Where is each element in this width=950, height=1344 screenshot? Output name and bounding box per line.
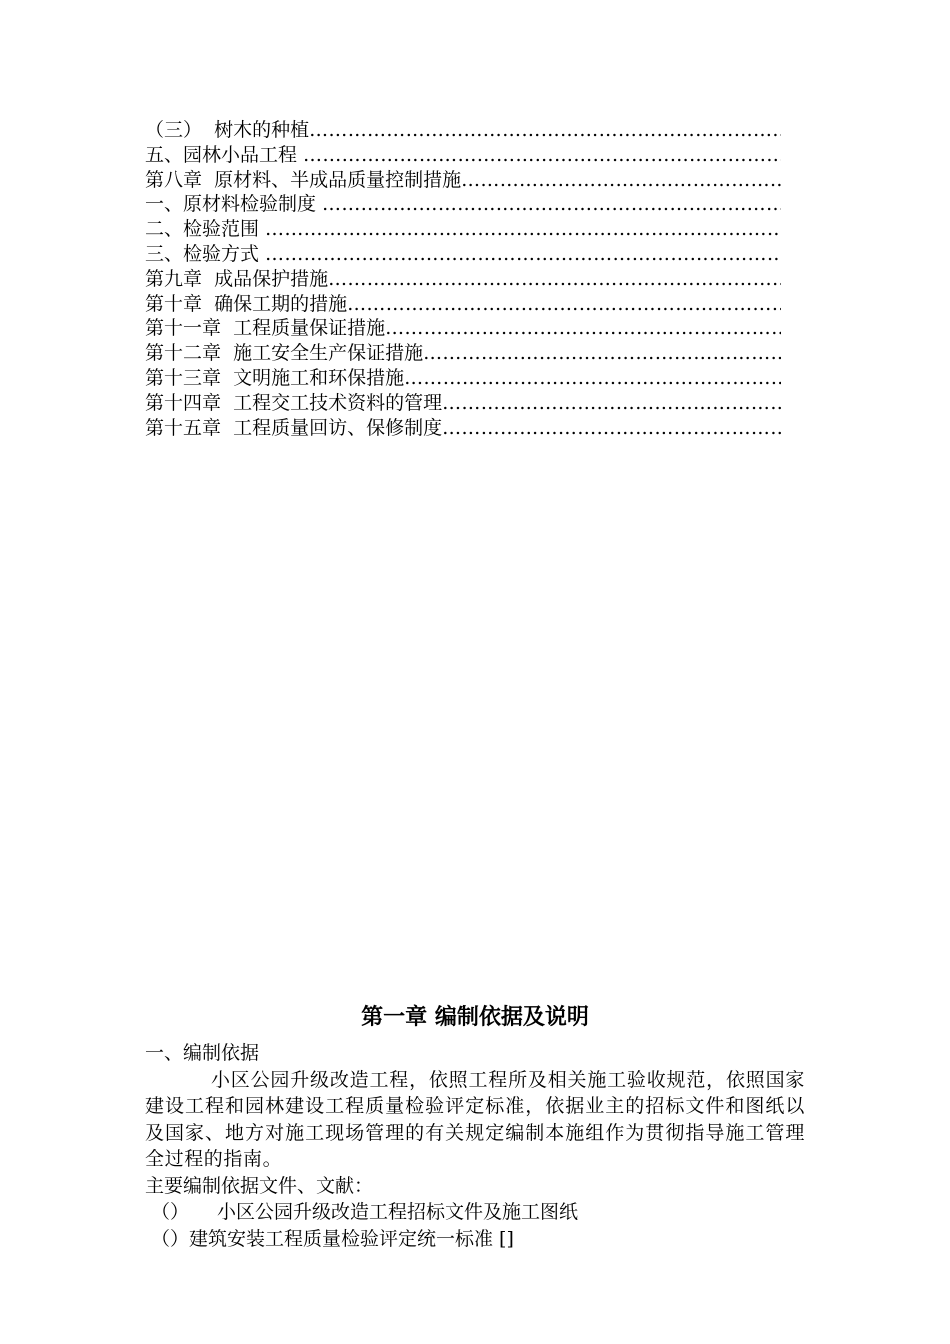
- toc-entry-label: 一、原材料检验制度: [145, 193, 323, 216]
- reference-marker: （）: [151, 1201, 190, 1223]
- toc-entry-label: 第十二章 施工安全生产保证措施: [145, 342, 424, 365]
- toc-dot-leader: [265, 217, 781, 242]
- toc-entry: [145, 217, 781, 242]
- toc-dot-leader: [303, 143, 781, 168]
- toc-dot-leader: [404, 366, 781, 391]
- toc-dot-leader: [265, 242, 781, 267]
- section-heading: 一、编制依据: [145, 1042, 260, 1064]
- chapter-title: 第一章 编制依据及说明: [361, 1004, 589, 1030]
- toc-entry: [145, 292, 781, 317]
- references-intro: 主要编制依据文件、文献：: [145, 1174, 374, 1197]
- toc-entry: [145, 143, 781, 168]
- reference-item: [145, 1199, 805, 1226]
- toc-entry-label: （三） 树木的种植: [145, 119, 310, 141]
- toc-entry-label: 第十章 确保工期的措施: [145, 292, 348, 315]
- chapter-body: [145, 1040, 805, 1252]
- toc-dot-leader: [423, 341, 781, 366]
- toc-dot-leader: [347, 292, 781, 317]
- toc-entry: [145, 366, 781, 391]
- toc-entry: [145, 391, 781, 416]
- toc-entry: [145, 192, 781, 217]
- toc-dot-leader: [442, 416, 781, 441]
- toc-entry: [145, 267, 781, 292]
- toc-entry-label: 第九章 成品保护措施: [145, 267, 329, 290]
- reference-text: 建筑安装工程质量检验评定统一标准 []: [189, 1227, 514, 1250]
- toc-dot-leader: [442, 391, 781, 416]
- toc-entry-label: 第十五章 工程质量回访、保修制度: [145, 416, 443, 439]
- toc-entry: [145, 416, 781, 441]
- toc-entry: [145, 316, 781, 341]
- body-paragraph: 小区公园升级改造工程，依照工程所及相关施工验收规范，依照国家建设工程和园林建设工程质量检验评定标准，依据业主的招标文件和图纸以及国家、地方对施工现场管理的有关规定编制本施组作为贯彻指导施工管理全过程的指南。: [145, 1068, 805, 1170]
- toc-dot-leader: [322, 192, 781, 217]
- toc-dot-leader: [461, 168, 781, 193]
- toc-entry: [145, 118, 781, 143]
- toc-entry: [145, 242, 781, 267]
- toc-entry-label: 第十四章 工程交工技术资料的管理: [145, 391, 443, 414]
- toc-entry: [145, 168, 781, 193]
- table-of-contents: [145, 118, 781, 440]
- toc-entry-label: 第十一章 工程质量保证措施: [145, 317, 386, 340]
- toc-entry-label: 第十三章 文明施工和环保措施: [145, 366, 405, 389]
- toc-dot-leader: [328, 267, 781, 292]
- toc-dot-leader: [385, 316, 781, 341]
- toc-entry: [145, 341, 781, 366]
- toc-entry-label: 第八章 原材料、半成品质量控制措施: [145, 168, 462, 191]
- toc-entry-label: 五、园林小品工程: [145, 143, 304, 166]
- reference-text: 小区公园升级改造工程招标文件及施工图纸: [217, 1201, 579, 1223]
- toc-dot-leader: [309, 118, 781, 143]
- toc-entry-label: 二、检验范围: [145, 218, 266, 241]
- reference-item: [145, 1226, 805, 1253]
- toc-entry-label: 三、检验方式: [145, 242, 266, 265]
- reference-marker: （）: [151, 1227, 190, 1250]
